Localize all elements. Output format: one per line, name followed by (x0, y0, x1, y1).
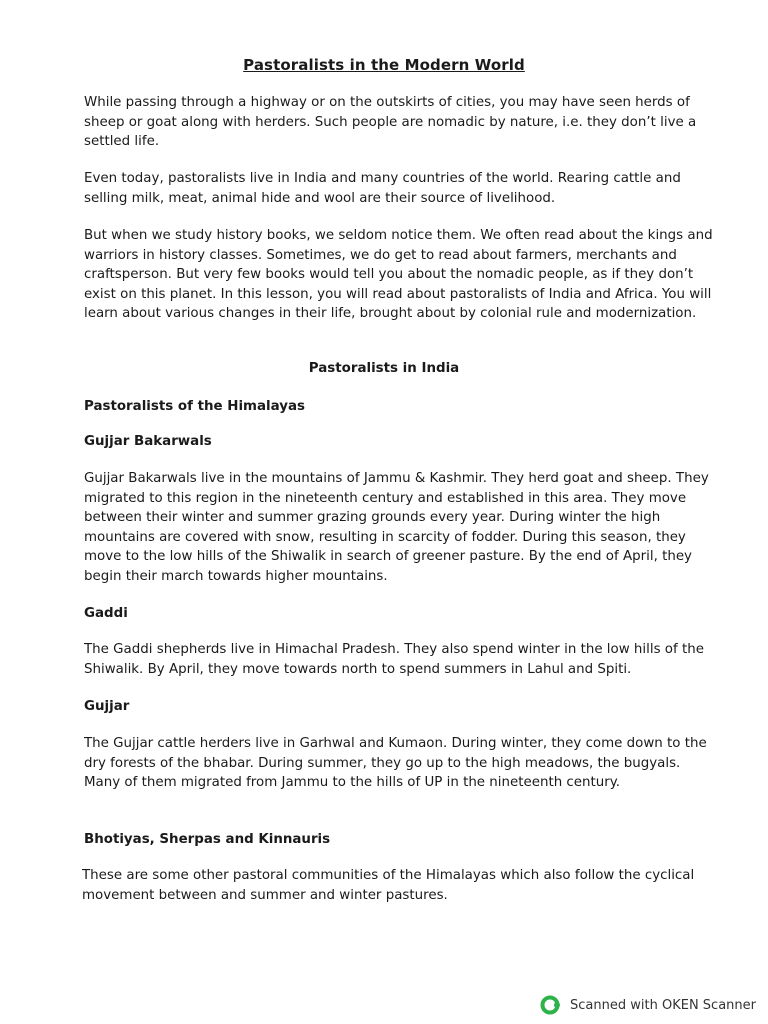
gujjar-heading: Gujjar (84, 699, 130, 714)
intro-paragraph-2: Even today, pastoralists live in India and many countries of the world. Rearing cattle and selling milk, meat, animal hide and wool are their source of livelihood. (84, 171, 681, 206)
gujjar-bakarwals-paragraph: Gujjar Bakarwals live in the mountains of Jammu & Kashmir. They herd goat and sheep. They migrated to this region in the nineteenth century and established in this area. They move between their winter and summer grazing grounds every year. During winter the high mountains are covered with snow, resulting in scarcity of fodder. During this season, they move to the low hills of the Shiwalik in search of greener pasture. By the end of April, they begin their march towards higher mountains. (84, 471, 709, 584)
intro-paragraph-1: While passing through a highway or on the outskirts of cities, you may have seen herds of sheep or goat along with herders. Such people are nomadic by nature, i.e. they don’t live a settled life. (84, 95, 697, 149)
intro-paragraph-3: But when we study history books, we seldom notice them. We often read about the kings and warriors in history classes. Sometimes, we do get to read about farmers, merchants and craftsperson. But very few books would tell you about the nomadic people, as if they don’t exist on this planet. In this lesson, you will read about pastoralists of India and Africa. You will learn about various changes in their life, brought about by colonial rule and modernization. (84, 228, 713, 321)
gujjar-bakarwals-heading: Gujjar Bakarwals (84, 434, 212, 449)
gaddi-paragraph: The Gaddi shepherds live in Himachal Pradesh. They also spend winter in the low hills of the Shiwalik. By April, they move towards north to spend summers in Lahul and Spiti. (84, 642, 704, 677)
section-heading: Pastoralists in India (308, 361, 460, 376)
bhotiyas-heading: Bhotiyas, Sherpas and Kinnauris (84, 832, 331, 847)
subsection-heading: Pastoralists of the Himalayas (84, 399, 305, 414)
document-title: Pastoralists in the Modern World (243, 56, 525, 74)
scanner-watermark (540, 994, 756, 1016)
oken-scanner-logo-icon (540, 994, 562, 1016)
bhotiyas-paragraph: These are some other pastoral communities of the Himalayas which also follow the cyclical movement between and summer and winter pastures. (82, 868, 695, 903)
scanner-watermark-text: Scanned with OKEN Scanner (570, 997, 756, 1013)
gaddi-heading: Gaddi (84, 606, 128, 621)
gujjar-paragraph: The Gujjar cattle herders live in Garhwal and Kumaon. During winter, they come down to the dry forests of the bhabar. During summer, they go up to the high meadows, the bugyals. Many of them migrated from Jammu to the hills of UP in the nineteenth century. (84, 736, 707, 790)
